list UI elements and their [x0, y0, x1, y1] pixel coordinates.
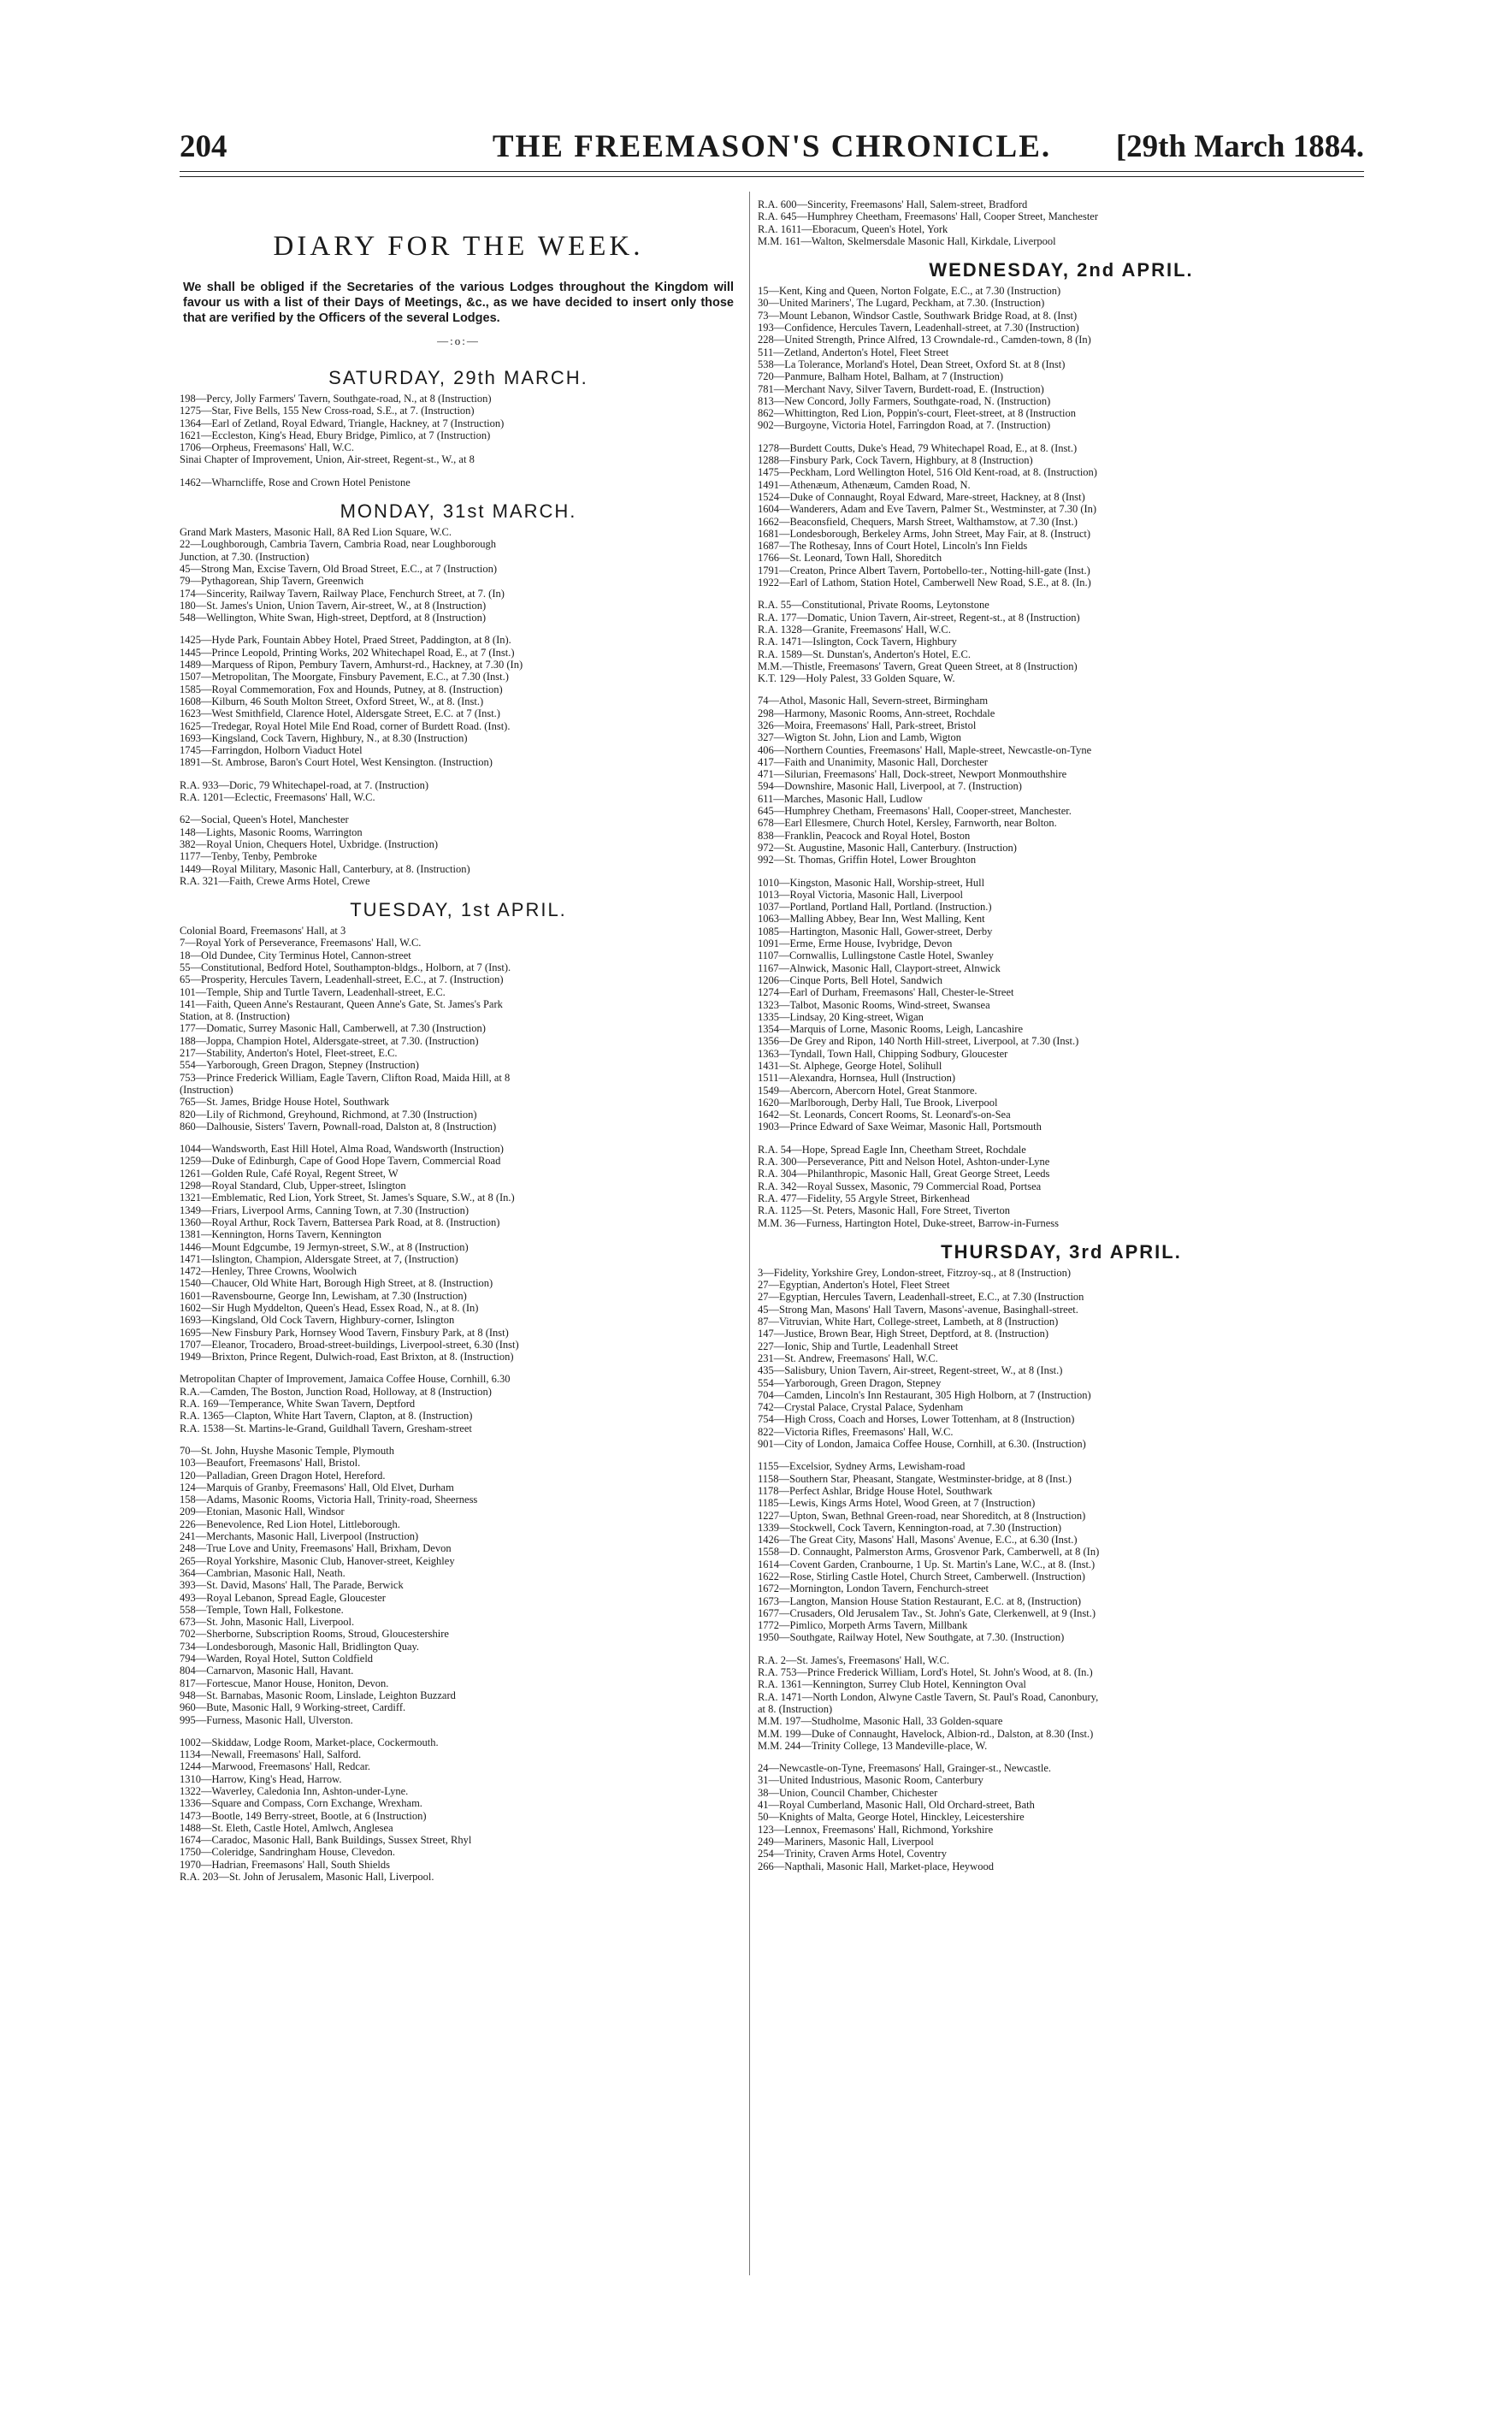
lodge-entry: 1602—Sir Hugh Myddelton, Queen's Head, Essex Road, N., at 8. (In): [180, 1302, 479, 1314]
day-heading: WEDNESDAY, 2nd APRIL.: [929, 259, 1194, 281]
lodge-entry: 1445—Prince Leopold, Printing Works, 202 Whitechapel Road, E., at 7 (Inst.): [180, 646, 515, 659]
day-heading: SATURDAY, 29th MARCH.: [328, 367, 588, 388]
lodge-entry: 1107—Cornwallis, Lullingstone Castle Hotel, Swanley: [758, 949, 994, 962]
lodge-entry: 41—Royal Cumberland, Masonic Hall, Old Orchard-street, Bath: [758, 1799, 1035, 1812]
group-gap: [180, 803, 737, 813]
lodge-entry: 1707—Eleanor, Trocadero, Broad-street-buildings, Liverpool-street, 6.30 (Inst): [180, 1338, 519, 1351]
lodge-entry: 1681—Londesborough, Berkeley Arms, John Street, May Fair, at 8. (Instruct): [758, 527, 1091, 540]
lodge-list: [180, 813, 737, 887]
lodge-entry: R.A. 933—Doric, 79 Whitechapel-road, at 7. (Instruction): [180, 778, 429, 791]
group-gap: [180, 1726, 737, 1736]
lodge-entry: 55—Constitutional, Bedford Hotel, Southampton-bldgs., Holborn, at 7 (Inst).: [180, 961, 511, 973]
lodge-list: [758, 442, 1365, 589]
lodge-entry: 1462—Wharncliffe, Rose and Crown Hotel Penistone: [180, 476, 410, 488]
lodge-entry: 817—Fortescue, Manor House, Honiton, Devon.: [180, 1677, 389, 1689]
lodge-entry: 417—Faith and Unanimity, Masonic Hall, Dorchester: [758, 755, 988, 768]
lodge-entry: 678—Earl Ellesmere, Church Hotel, Kersley, Farnworth, near Bolton.: [758, 817, 1057, 830]
lodge-entry: 1511—Alexandra, Hornsea, Hull (Instruction): [758, 1072, 956, 1085]
lodge-entry: 948—St. Barnabas, Masonic Room, Linslade, Leighton Buzzard: [180, 1689, 456, 1701]
lodge-entry: 1620—Marlborough, Derby Hall, Tue Brook, Liverpool: [758, 1096, 998, 1109]
lodge-entry: 1364—Earl of Zetland, Royal Edward, Triangle, Hackney, at 7 (Instruction): [180, 417, 505, 429]
lodge-entry: 22—Loughborough, Cambria Tavern, Cambria Road, near Loughborough: [180, 538, 496, 551]
lodge-entry: 73—Mount Lebanon, Windsor Castle, Southwark Bridge Road, at 8. (Inst): [758, 309, 1078, 322]
lodge-entry: 228—United Strength, Prince Alfred, 13 Crowndale-rd., Camden-town, 8 (In): [758, 334, 1091, 346]
lodge-entry: 1766—St. Leonard, Town Hall, Shoreditch: [758, 552, 942, 565]
lodge-entry: 1623—West Smithfield, Clarence Hotel, Aldersgate Street, E.C. at 7 (Inst.): [180, 707, 500, 720]
lodge-entry: Station, at 8. (Instruction): [180, 1010, 290, 1023]
lodge-entry: 27—Egyptian, Anderton's Hotel, Fleet Street: [758, 1279, 950, 1292]
lodge-entry: R.A. 1471—North London, Alwyne Castle Tavern, St. Paul's Road, Canonbury,: [758, 1690, 1099, 1703]
lodge-entry: 1745—Farringdon, Holborn Viaduct Hotel: [180, 744, 363, 757]
lodge-list: [758, 1267, 1365, 1450]
lodge-entry: at 8. (Instruction): [758, 1702, 833, 1715]
lodge-entry: 1524—Duke of Connaught, Royal Edward, Mare-street, Hackney, at 8 (Inst): [758, 490, 1085, 503]
right-sections: [758, 259, 1365, 1872]
lodge-entry: R.A. 300—Perseverance, Pitt and Nelson Hotel, Ashton-under-Lyne: [758, 1156, 1050, 1168]
lodge-entry: 326—Moira, Freemasons' Hall, Park-street, Bristol: [758, 719, 977, 731]
lodge-entry: 1687—The Rothesay, Inns of Court Hotel, Lincoln's Inn Fields: [758, 540, 1028, 553]
lodge-entry: 265—Royal Yorkshire, Masonic Club, Hanover-street, Keighley: [180, 1554, 455, 1567]
lodge-entry: 174—Sincerity, Railway Tavern, Railway Place, Fenchurch Street, at 7. (In): [180, 587, 505, 600]
issue-date: [29th March 1884.: [1115, 129, 1364, 164]
lodge-entry: 1322—Waverley, Caledonia Inn, Ashton-under-Lyne.: [180, 1784, 409, 1797]
lodge-entry: 103—Beaufort, Freemasons' Hall, Bristol.: [180, 1457, 361, 1470]
lodge-entry: 554—Yarborough, Green Dragon, Stepney: [758, 1376, 942, 1389]
lodge-entry: 1185—Lewis, Kings Arms Hotel, Wood Green, at 7 (Instruction): [758, 1497, 1036, 1510]
lodge-list: [180, 1736, 737, 1884]
lodge-entry: 1662—Beaconsfield, Chequers, Marsh Street, Walthamstow, at 7.30 (Inst.): [758, 515, 1078, 528]
lodge-entry: 1608—Kilburn, 46 South Molton Street, Oxford Street, W., at 8. (Inst.): [180, 695, 484, 707]
lodge-entry: 217—Stability, Anderton's Hotel, Fleet-street, E.C.: [180, 1047, 398, 1060]
lodge-entry: 902—Burgoyne, Victoria Hotel, Farringdon Road, at 7. (Instruction): [758, 419, 1051, 432]
lodge-entry: R.A. 600—Sincerity, Freemasons' Hall, Salem-street, Bradford: [758, 198, 1028, 210]
lodge-entry: 1431—St. Alphege, George Hotel, Solihull: [758, 1060, 942, 1072]
lodge-list: [758, 599, 1365, 684]
lodge-entry: R.A. 177—Domatic, Union Tavern, Air-street, Regent-st., at 8 (Instruction): [758, 611, 1080, 624]
lodge-entry: 3—Fidelity, Yorkshire Grey, London-street, Fitzroy-sq., at 8 (Instruction): [758, 1266, 1072, 1279]
lodge-entry: 124—Marquis of Granby, Freemasons' Hall, Old Elvet, Durham: [180, 1481, 454, 1493]
lodge-entry: 1177—Tenby, Tenby, Pembroke: [180, 850, 317, 863]
lodge-entry: M.M.—Thistle, Freemasons' Tavern, Great Queen Street, at 8 (Instruction): [758, 660, 1078, 672]
lodge-entry: 493—Royal Lebanon, Spread Eagle, Gloucester: [180, 1591, 386, 1604]
lodge-entry: 1693—Kingsland, Old Cock Tavern, Highbury-corner, Islington: [180, 1314, 455, 1327]
lodge-entry: 753—Prince Frederick William, Eagle Tavern, Clifton Road, Maida Hill, at 8: [180, 1071, 511, 1084]
lodge-entry: 1227—Upton, Swan, Bethnal Green-road, near Shoreditch, at 8 (Instruction): [758, 1509, 1086, 1522]
lodge-list: [758, 1762, 1365, 1872]
lodge-entry: 794—Warden, Royal Hotel, Sutton Coldfield: [180, 1653, 374, 1665]
lodge-entry: 960—Bute, Masonic Hall, 9 Working-street, Cardiff.: [180, 1701, 406, 1714]
lodge-entry: 754—High Cross, Coach and Horses, Lower Tottenham, at 8 (Instruction): [758, 1413, 1075, 1426]
lodge-entry: 1949—Brixton, Prince Regent, Dulwich-road, East Brixton, at 8. (Instruction): [180, 1351, 514, 1363]
lodge-entry: 1261—Golden Rule, Café Royal, Regent Street, W: [180, 1167, 399, 1180]
lodge-entry: 1706—Orpheus, Freemasons' Hall, W.C.: [180, 441, 354, 454]
lodge-entry: 860—Dalhousie, Sisters' Tavern, Pownall-road, Dalston at, 8 (Instruction): [180, 1120, 497, 1133]
lodge-entry: 862—Whittington, Red Lion, Poppin's-court, Fleet-street, at 8 (Instruction: [758, 407, 1076, 420]
lodge-entry: R.A. 1589—St. Dunstan's, Anderton's Hotel, E.C.: [758, 648, 971, 660]
lodge-entry: 1013—Royal Victoria, Masonic Hall, Liverpool: [758, 888, 963, 901]
lodge-entry: 406—Northern Counties, Freemasons' Hall, Maple-street, Newcastle-on-Tyne: [758, 743, 1092, 756]
lodge-list: [180, 1143, 737, 1363]
lodge-entry: R.A. 1365—Clapton, White Hart Tavern, Clapton, at 8. (Instruction): [180, 1410, 473, 1423]
lodge-entry: Grand Mark Masters, Masonic Hall, 8A Red Lion Square, W.C.: [180, 526, 452, 539]
lodge-entry: 781—Merchant Navy, Silver Tavern, Burdett-road, E. (Instruction): [758, 382, 1044, 395]
lodge-entry: 554—Yarborough, Green Dragon, Stepney (Instruction): [180, 1059, 419, 1072]
lodge-entry: 1134—Newall, Freemasons' Hall, Salford.: [180, 1748, 362, 1761]
lodge-entry: 1585—Royal Commemoration, Fox and Hounds, Putney, at 8. (Instruction): [180, 683, 503, 695]
lodge-entry: 87—Vitruvian, White Hart, College-street, Lambeth, at 8 (Instruction): [758, 1316, 1059, 1328]
lodge-entry: 1360—Royal Arthur, Rock Tavern, Battersea Park Road, at 8. (Instruction): [180, 1216, 500, 1228]
lodge-list: [180, 476, 737, 488]
lodge-entry: 24—Newcastle-on-Tyne, Freemasons' Hall, Grainger-st., Newcastle.: [758, 1762, 1052, 1775]
lodge-entry: 704—Camden, Lincoln's Inn Restaurant, 305 High Holborn, at 7 (Instruction): [758, 1388, 1091, 1401]
lodge-entry: 74—Athol, Masonic Hall, Severn-street, Birmingham: [758, 695, 989, 707]
lodge-entry: 50—Knights of Malta, George Hotel, Hinckley, Leicestershire: [758, 1811, 1025, 1824]
lodge-entry: 1259—Duke of Edinburgh, Cape of Good Hope Tavern, Commercial Road: [180, 1155, 501, 1168]
lodge-entry: 995—Furness, Masonic Hall, Ulverston.: [180, 1713, 353, 1726]
lodge-list: [758, 1654, 1365, 1752]
lodge-entry: 1677—Crusaders, Old Jerusalem Tav., St. John's Gate, Clerkenwell, at 9 (Inst.): [758, 1606, 1096, 1619]
lodge-entry: 813—New Concord, Jolly Farmers, Southgate-road, N. (Instruction): [758, 394, 1051, 407]
lodge-entry: 1426—The Great City, Masons' Hall, Masons' Avenue, E.C., at 6.30 (Inst.): [758, 1534, 1078, 1547]
group-gap: [758, 1644, 1365, 1654]
lodge-entry: 435—Salisbury, Union Tavern, Air-street, Regent-street, W., at 8 (Inst.): [758, 1364, 1063, 1377]
lodge-entry: R.A. 203—St. John of Jerusalem, Masonic Hall, Liverpool.: [180, 1871, 434, 1884]
lodge-entry: 364—Cambrian, Masonic Hall, Neath.: [180, 1566, 346, 1579]
lodge-entry: M.M. 197—Studholme, Masonic Hall, 33 Golden-square: [758, 1715, 1003, 1728]
lodge-entry: 702—Sherborne, Subscription Rooms, Stroud, Gloucestershire: [180, 1628, 449, 1641]
group-gap: [180, 466, 737, 476]
left-sections: [180, 367, 737, 1883]
lodge-entry: 1336—Square and Compass, Corn Exchange, Wrexham.: [180, 1797, 422, 1810]
lodge-entry: 45—Strong Man, Excise Tavern, Old Broad Street, E.C., at 7 (Instruction): [180, 562, 498, 575]
lodge-entry: 822—Victoria Rifles, Freemasons' Hall, W.C.: [758, 1425, 954, 1438]
lodge-entry: 1158—Southern Star, Pheasant, Stangate, Westminster-bridge, at 8 (Inst.): [758, 1472, 1072, 1485]
group-gap: [758, 1450, 1365, 1460]
lodge-list: [758, 1460, 1365, 1643]
lodge-list: [758, 285, 1365, 432]
lodge-entry: 820—Lily of Richmond, Greyhound, Richmond, at 7.30 (Instruction): [180, 1108, 477, 1121]
lodge-entry: 538—La Tolerance, Morland's Hotel, Dean Street, Oxford St. at 8 (Inst): [758, 358, 1066, 370]
lodge-entry: 15—Kent, King and Queen, Norton Folgate, E.C., at 7.30 (Instruction): [758, 285, 1061, 298]
lodge-entry: 765—St. James, Bridge House Hotel, Southwark: [180, 1096, 390, 1109]
lodge-entry: 1037—Portland, Portland Hall, Portland. (Instruction.): [758, 901, 992, 914]
lodge-entry: 1363—Tyndall, Town Hall, Chipping Sodbury, Gloucester: [758, 1047, 1008, 1060]
separator: —:o:—: [437, 334, 480, 347]
lodge-entry: Sinai Chapter of Improvement, Union, Air-street, Regent-st., W., at 8: [180, 453, 475, 466]
lodge-entry: 79—Pythagorean, Ship Tavern, Greenwich: [180, 575, 364, 588]
lodge-entry: 1471—Islington, Champion, Aldersgate Street, at 7, (Instruction): [180, 1252, 458, 1265]
lodge-entry: 1772—Pimlico, Morpeth Arms Tavern, Millbank: [758, 1619, 968, 1632]
lodge-entry: 123—Lennox, Freemasons' Hall, Richmond, Yorkshire: [758, 1823, 994, 1836]
lodge-entry: 1063—Malling Abbey, Bear Inn, West Malling, Kent: [758, 913, 985, 926]
lodge-entry: 1244—Marwood, Freemasons' Hall, Redcar.: [180, 1760, 371, 1773]
lodge-entry: 1488—St. Eleth, Castle Hotel, Amlwch, Anglesea: [180, 1821, 393, 1834]
lodge-entry: 298—Harmony, Masonic Rooms, Ann-street, Rochdale: [758, 707, 995, 719]
lodge-entry: 327—Wigton St. John, Lion and Lamb, Wigton: [758, 731, 961, 744]
lodge-entry: R.A. 1538—St. Martins-le-Grand, Guildhall Tavern, Gresham-street: [180, 1422, 472, 1434]
lodge-entry: 241—Merchants, Masonic Hall, Liverpool (Instruction): [180, 1530, 419, 1543]
lodge-entry: 1310—Harrow, King's Head, Harrow.: [180, 1772, 342, 1785]
right-top-listings: [758, 198, 1365, 247]
lodge-entry: 1206—Cinque Ports, Bell Hotel, Sandwich: [758, 973, 942, 986]
lodge-entry: 511—Zetland, Anderton's Hotel, Fleet Street: [758, 346, 949, 358]
lodge-entry: 901—City of London, Jamaica Coffee House, Cornhill, at 6.30. (Instruction): [758, 1438, 1086, 1451]
lodge-entry: R.A. 169—Temperance, White Swan Tavern, Deptford: [180, 1398, 416, 1411]
lodge-entry: 248—True Love and Unity, Freemasons' Hall, Brixham, Devon: [180, 1542, 452, 1555]
lodge-list: [180, 1445, 737, 1726]
lodge-entry: 1625—Tredegar, Royal Hotel Mile End Road, corner of Burdett Road. (Inst).: [180, 719, 511, 732]
lodge-entry: 1446—Mount Edgcumbe, 19 Jermyn-street, S.W., at 8 (Instruction): [180, 1240, 469, 1253]
header-rule: [180, 171, 1364, 172]
lodge-entry: 382—Royal Union, Chequers Hotel, Uxbridge. (Instruction): [180, 837, 439, 850]
lodge-entry: 70—St. John, Huyshe Masonic Temple, Plymouth: [180, 1444, 394, 1457]
group-gap: [758, 432, 1365, 442]
group-gap: [758, 867, 1365, 877]
lodge-entry: 611—Marches, Masonic Hall, Ludlow: [758, 792, 923, 805]
lodge-entry: 120—Palladian, Green Dragon Hotel, Hereford.: [180, 1469, 386, 1482]
lodge-entry: 1622—Rose, Stirling Castle Hotel, Church Street, Camberwell. (Instruction): [758, 1570, 1085, 1582]
lodge-entry: 30—United Mariners', The Lugard, Peckham, at 7.30. (Instruction): [758, 297, 1045, 310]
lodge-entry: 1381—Kennington, Horns Tavern, Kennington: [180, 1228, 382, 1241]
lodge-entry: 1167—Alnwick, Masonic Hall, Clayport-street, Alnwick: [758, 961, 1001, 974]
right-column: [758, 198, 1365, 1872]
lodge-entry: 393—St. David, Masons' Hall, The Parade, Berwick: [180, 1579, 404, 1592]
group-gap: [758, 1133, 1365, 1144]
lodge-entry: 177—Domatic, Surrey Masonic Hall, Camberwell, at 7.30 (Instruction): [180, 1022, 486, 1035]
lodge-entry: 838—Franklin, Peacock and Royal Hotel, Boston: [758, 829, 971, 842]
lodge-entry: 1549—Abercorn, Abercorn Hotel, Great Stanmore.: [758, 1084, 977, 1097]
group-gap: [180, 624, 737, 634]
lodge-entry: 209—Etonian, Masonic Hall, Windsor: [180, 1505, 345, 1518]
lodge-entry: 1540—Chaucer, Old White Hart, Borough High Street, at 8. (Instruction): [180, 1277, 493, 1290]
lodge-entry: 1614—Covent Garden, Cranbourne, 1 Up. St. Martin's Lane, W.C., at 8. (Inst.): [758, 1558, 1096, 1570]
lodge-entry: M.M. 199—Duke of Connaught, Havelock, Albion-rd., Dalston, at 8.30 (Inst.): [758, 1727, 1094, 1740]
lodge-entry: 148—Lights, Masonic Rooms, Warrington: [180, 825, 363, 838]
lodge-entry: 1002—Skiddaw, Lodge Room, Market-place, Cockermouth.: [180, 1736, 439, 1748]
lodge-entry: 62—Social, Queen's Hotel, Manchester: [180, 813, 349, 826]
diary-intro: We shall be obliged if the Secretaries of the various Lodges throughout the Kingdom will favour us with a list of their Days of Meetings, &c., as we have decided to insert only those that are verified by the Officers of the several Lodges.: [183, 281, 734, 325]
lodge-entry: 1970—Hadrian, Freemasons' Hall, South Shields: [180, 1858, 390, 1871]
lodge-list: [180, 925, 737, 1133]
lodge-entry: 1349—Friars, Liverpool Arms, Canning Town, at 7.30 (Instruction): [180, 1204, 470, 1216]
lodge-entry: R.A. 1125—St. Peters, Masonic Hall, Fore Street, Tiverton: [758, 1204, 1011, 1217]
lodge-entry: 1903—Prince Edward of Saxe Weimar, Masonic Hall, Portsmouth: [758, 1121, 1042, 1133]
lodge-entry: 1275—Star, Five Bells, 155 New Cross-road, S.E., at 7. (Instruction): [180, 405, 475, 417]
lodge-entry: R.A. 342—Royal Sussex, Masonic, 79 Commercial Road, Portsea: [758, 1180, 1042, 1192]
day-heading: MONDAY, 31st MARCH.: [340, 500, 577, 523]
lodge-entry: 734—Londesborough, Masonic Hall, Bridlington Quay.: [180, 1640, 420, 1653]
lodge-list: [180, 779, 737, 804]
lodge-entry: 1491—Athenæum, Athenæum, Camden Road, N.: [758, 478, 971, 491]
lodge-entry: R.A. 1361—Kennington, Surrey Club Hotel, Kennington Oval: [758, 1678, 1026, 1691]
lodge-entry: 1642—St. Leonards, Concert Rooms, St. Leonard's-on-Sea: [758, 1109, 1011, 1121]
lodge-entry: 1321—Emblematic, Red Lion, York Street, St. James's Square, S.W., at 8 (In.): [180, 1192, 515, 1204]
lodge-entry: 180—St. James's Union, Union Tavern, Air-street, W., at 8 (Instruction): [180, 599, 487, 612]
lodge-entry: R.A. 1201—Eclectic, Freemasons' Hall, W.C.: [180, 791, 375, 804]
lodge-entry: 101—Temple, Ship and Turtle Tavern, Leadenhall-street, E.C.: [180, 985, 446, 998]
lodge-entry: 18—Old Dundee, City Terminus Hotel, Cannon-street: [180, 949, 411, 961]
group-gap: [758, 1752, 1365, 1762]
page-number: 204: [180, 129, 227, 164]
lodge-entry: R.A. 1611—Eboracum, Queen's Hotel, York: [758, 222, 948, 235]
lodge-entry: 1274—Earl of Durham, Freemasons' Hall, Chester-le-Street: [758, 986, 1014, 999]
lodge-entry: 188—Joppa, Champion Hotel, Aldersgate-street, at 7.30. (Instruction): [180, 1034, 479, 1047]
lodge-entry: R.A. 304—Philanthropic, Masonic Hall, Great George Street, Leeds: [758, 1168, 1050, 1180]
lodge-entry: 1695—New Finsbury Park, Hornsey Wood Tavern, Finsbury Park, at 8 (Inst): [180, 1326, 509, 1339]
lodge-entry: R.A. 645—Humphrey Cheetham, Freemasons' Hall, Cooper Street, Manchester: [758, 210, 1098, 223]
lodge-entry: 1507—Metropolitan, The Moorgate, Finsbury Pavement, E.C., at 7.30 (Inst.): [180, 671, 509, 683]
lodge-entry: 1472—Henley, Three Crowns, Woolwich: [180, 1265, 357, 1278]
lodge-entry: 1604—Wanderers, Adam and Eve Tavern, Palmer St., Westminster, at 7.30 (In): [758, 503, 1097, 516]
lodge-entry: R.A. 55—Constitutional, Private Rooms, Leytonstone: [758, 599, 989, 612]
lodge-entry: 1356—De Grey and Ripon, 140 North Hill-street, Liverpool, at 7.30 (Inst.): [758, 1035, 1079, 1048]
lodge-entry: 1475—Peckham, Lord Wellington Hotel, 516 Old Kent-road, at 8. (Instruction): [758, 466, 1097, 479]
lodge-entry: R.A. 753—Prince Frederick William, Lord's Hotel, St. John's Wood, at 8. (In.): [758, 1666, 1093, 1679]
lodge-entry: 1473—Bootle, 149 Berry-street, Bootle, at 6 (Instruction): [180, 1809, 427, 1822]
lodge-entry: 1489—Marquess of Ripon, Pembury Tavern, Amhurst-rd., Hackney, at 7.30 (In): [180, 659, 523, 671]
lodge-entry: 254—Trinity, Craven Arms Hotel, Coventry: [758, 1848, 947, 1860]
lodge-entry: 1044—Wandsworth, East Hill Hotel, Alma Road, Wandsworth (Instruction): [180, 1143, 504, 1156]
diary-title: DIARY FOR THE WEEK.: [273, 231, 644, 262]
column-divider: [749, 192, 750, 2275]
lodge-entry: 45—Strong Man, Masons' Hall Tavern, Masons'-avenue, Basinghall-street.: [758, 1303, 1078, 1316]
lodge-entry: 141—Faith, Queen Anne's Restaurant, Queen Anne's Gate, St. James's Park: [180, 997, 503, 1010]
lodge-entry: 1449—Royal Military, Masonic Hall, Canterbury, at 8. (Instruction): [180, 862, 470, 875]
lodge-entry: 1091—Erme, Erme House, Ivybridge, Devon: [758, 938, 953, 950]
lodge-entry: 594—Downshire, Masonic Hall, Liverpool, at 7. (Instruction): [758, 780, 1022, 793]
lodge-entry: 1672—Mornington, London Tavern, Fenchurch-street: [758, 1582, 989, 1595]
lodge-entry: K.T. 129—Holy Palest, 33 Golden Square, W.: [758, 672, 955, 685]
lodge-entry: 31—United Industrious, Masonic Room, Canterbury: [758, 1774, 983, 1787]
lodge-list: [758, 695, 1365, 866]
lodge-entry: 1155—Excelsior, Sydney Arms, Lewisham-road: [758, 1460, 966, 1473]
lodge-entry: 1298—Royal Standard, Club, Upper-street, Islington: [180, 1180, 406, 1192]
lodge-entry: 1558—D. Connaught, Palmerston Arms, Grosvenor Park, Camberwell, at 8 (In): [758, 1546, 1100, 1559]
lodge-entry: R.A. 321—Faith, Crewe Arms Hotel, Crewe: [180, 874, 370, 887]
page-title: THE FREEMASON'S CHRONICLE.: [492, 129, 1052, 164]
lodge-entry: R.A. 54—Hope, Spread Eagle Inn, Cheetham Street, Rochdale: [758, 1143, 1026, 1156]
lodge-entry: 1178—Perfect Ashlar, Bridge House Hotel, Southwark: [758, 1484, 993, 1497]
lodge-list: [180, 1373, 737, 1434]
lodge-entry: R.A. 1328—Granite, Freemasons' Hall, W.C.: [758, 623, 951, 636]
masthead: [180, 128, 1364, 163]
lodge-entry: 1950—Southgate, Railway Hotel, New Southgate, at 7.30. (Instruction): [758, 1631, 1065, 1644]
lodge-entry: M.M. 244—Trinity College, 13 Mandeville-place, W.: [758, 1739, 988, 1752]
lodge-entry: 720—Panmure, Balham Hotel, Balham, at 7 (Instruction): [758, 370, 1004, 383]
lodge-entry: 198—Percy, Jolly Farmers' Tavern, Southgate-road, N., at 8 (Instruction): [180, 393, 492, 405]
group-gap: [180, 1363, 737, 1373]
lodge-entry: 27—Egyptian, Hercules Tavern, Leadenhall-street, E.C., at 7.30 (Instruction: [758, 1291, 1084, 1304]
lodge-entry: M.M. 161—Walton, Skelmersdale Masonic Hall, Kirkdale, Liverpool: [758, 234, 1056, 247]
lodge-entry: 1288—Finsbury Park, Cock Tavern, Highbury, at 8 (Instruction): [758, 454, 1033, 467]
lodge-entry: 249—Mariners, Masonic Hall, Liverpool: [758, 1835, 934, 1848]
group-gap: [180, 1133, 737, 1143]
lodge-list: [758, 1144, 1365, 1229]
lodge-entry: 1674—Caradoc, Masonic Hall, Bank Buildings, Sussex Street, Rhyl: [180, 1834, 472, 1847]
lodge-entry: Colonial Board, Freemasons' Hall, at 3: [180, 925, 346, 938]
lodge-entry: Metropolitan Chapter of Improvement, Jamaica Coffee House, Cornhill, 6.30: [180, 1373, 511, 1386]
lodge-entry: 266—Napthali, Masonic Hall, Market-place, Heywood: [758, 1860, 994, 1872]
day-heading: TUESDAY, 1st APRIL.: [350, 899, 567, 921]
lodge-entry: R.A.—Camden, The Boston, Junction Road, Holloway, at 8 (Instruction): [180, 1385, 492, 1398]
lodge-entry: 558—Temple, Town Hall, Folkestone.: [180, 1603, 344, 1616]
group-gap: [758, 589, 1365, 599]
lodge-entry: 1673—Langton, Mansion House Station Restaurant, E.C. at 8, (Instruction): [758, 1594, 1082, 1607]
lodge-entry: (Instruction): [180, 1083, 233, 1096]
lodge-entry: 65—Prosperity, Hercules Tavern, Leadenhall-street, E.C., at 7. (Instruction): [180, 973, 504, 986]
lodge-entry: 548—Wellington, White Swan, High-street, Deptford, at 8 (Instruction): [180, 612, 487, 624]
lodge-entry: 1693—Kingsland, Cock Tavern, Highbury, N., at 8.30 (Instruction): [180, 731, 468, 744]
lodge-entry: 1425—Hyde Park, Fountain Abbey Hotel, Praed Street, Paddington, at 8 (In).: [180, 634, 511, 647]
lodge-entry: 804—Carnarvon, Masonic Hall, Havant.: [180, 1665, 354, 1677]
lodge-entry: 158—Adams, Masonic Rooms, Victoria Hall, Trinity-road, Sheerness: [180, 1493, 478, 1506]
lodge-entry: 1339—Stockwell, Cock Tavern, Kennington-road, at 7.30 (Instruction): [758, 1521, 1062, 1534]
lodge-entry: 972—St. Augustine, Masonic Hall, Canterbury. (Instruction): [758, 841, 1017, 854]
lodge-entry: 1621—Eccleston, King's Head, Ebury Bridge, Pimlico, at 7 (Instruction): [180, 429, 491, 441]
lodge-entry: 673—St. John, Masonic Hall, Liverpool.: [180, 1616, 355, 1629]
lodge-entry: 226—Benevolence, Red Lion Hotel, Littleborough.: [180, 1517, 400, 1530]
lodge-list: [180, 393, 737, 466]
lodge-entry: 1010—Kingston, Masonic Hall, Worship-street, Hull: [758, 876, 985, 889]
group-gap: [180, 769, 737, 779]
lodge-entry: 227—Ionic, Ship and Turtle, Leadenhall Street: [758, 1340, 959, 1352]
lodge-entry: M.M. 36—Furness, Hartington Hotel, Duke-street, Barrow-in-Furness: [758, 1216, 1060, 1229]
lodge-entry: 1791—Creaton, Prince Albert Tavern, Portobello-ter., Notting-hill-gate (Inst.): [758, 564, 1090, 577]
lodge-entry: 992—St. Thomas, Griffin Hotel, Lower Broughton: [758, 854, 977, 867]
header-rule-thin: [180, 176, 1364, 177]
lodge-entry: 1335—Lindsay, 20 King-street, Wigan: [758, 1010, 924, 1023]
day-heading: THURSDAY, 3rd APRIL.: [941, 1240, 1182, 1263]
lodge-entry: 1922—Earl of Lathom, Station Hotel, Camberwell New Road, S.E., at 8. (In.): [758, 577, 1091, 589]
lodge-entry: R.A. 2—St. James's, Freemasons' Hall, W.C.: [758, 1653, 949, 1666]
lodge-list: [758, 198, 1365, 247]
lodge-entry: Junction, at 7.30. (Instruction): [180, 550, 310, 563]
lodge-entry: 471—Silurian, Freemasons' Hall, Dock-street, Newport Monmouthshire: [758, 768, 1067, 781]
lodge-entry: 742—Crystal Palace, Crystal Palace, Sydenham: [758, 1401, 964, 1414]
lodge-entry: 645—Humphrey Chetham, Freemasons' Hall, Cooper-street, Manchester.: [758, 805, 1072, 818]
lodge-entry: 1323—Talbot, Masonic Rooms, Wind-street, Swansea: [758, 998, 990, 1011]
lodge-entry: 1354—Marquis of Lorne, Masonic Rooms, Leigh, Lancashire: [758, 1023, 1024, 1036]
lodge-entry: 147—Justice, Brown Bear, High Street, Deptford, at 8. (Instruction): [758, 1328, 1049, 1340]
lodge-entry: 1750—Coleridge, Sandringham House, Clevedon.: [180, 1846, 396, 1859]
lodge-entry: 193—Confidence, Hercules Tavern, Leadenhall-street, at 7.30 (Instruction): [758, 322, 1079, 334]
lodge-list: [180, 634, 737, 768]
lodge-entry: 1085—Hartington, Masonic Hall, Gower-street, Derby: [758, 925, 993, 938]
lodge-entry: 38—Union, Council Chamber, Chichester: [758, 1786, 938, 1799]
lodge-list: [180, 526, 737, 624]
lodge-entry: 1278—Burdett Coutts, Duke's Head, 79 Whitechapel Road, E., at 8. (Inst.): [758, 441, 1078, 454]
lodge-list: [758, 877, 1365, 1133]
lodge-entry: 231—St. Andrew, Freemasons' Hall, W.C.: [758, 1352, 938, 1364]
lodge-entry: R.A. 1471—Islington, Cock Tavern, Highbury: [758, 636, 957, 648]
lodge-entry: 7—Royal York of Perseverance, Freemasons' Hall, W.C.: [180, 937, 422, 949]
group-gap: [758, 684, 1365, 695]
group-gap: [180, 1434, 737, 1445]
lodge-entry: 1891—St. Ambrose, Baron's Court Hotel, West Kensington. (Instruction): [180, 756, 493, 769]
lodge-entry: 1601—Ravensbourne, George Inn, Lewisham, at 7.30 (Instruction): [180, 1289, 467, 1302]
left-column: [180, 198, 737, 1883]
lodge-entry: R.A. 477—Fidelity, 55 Argyle Street, Birkenhead: [758, 1192, 970, 1204]
